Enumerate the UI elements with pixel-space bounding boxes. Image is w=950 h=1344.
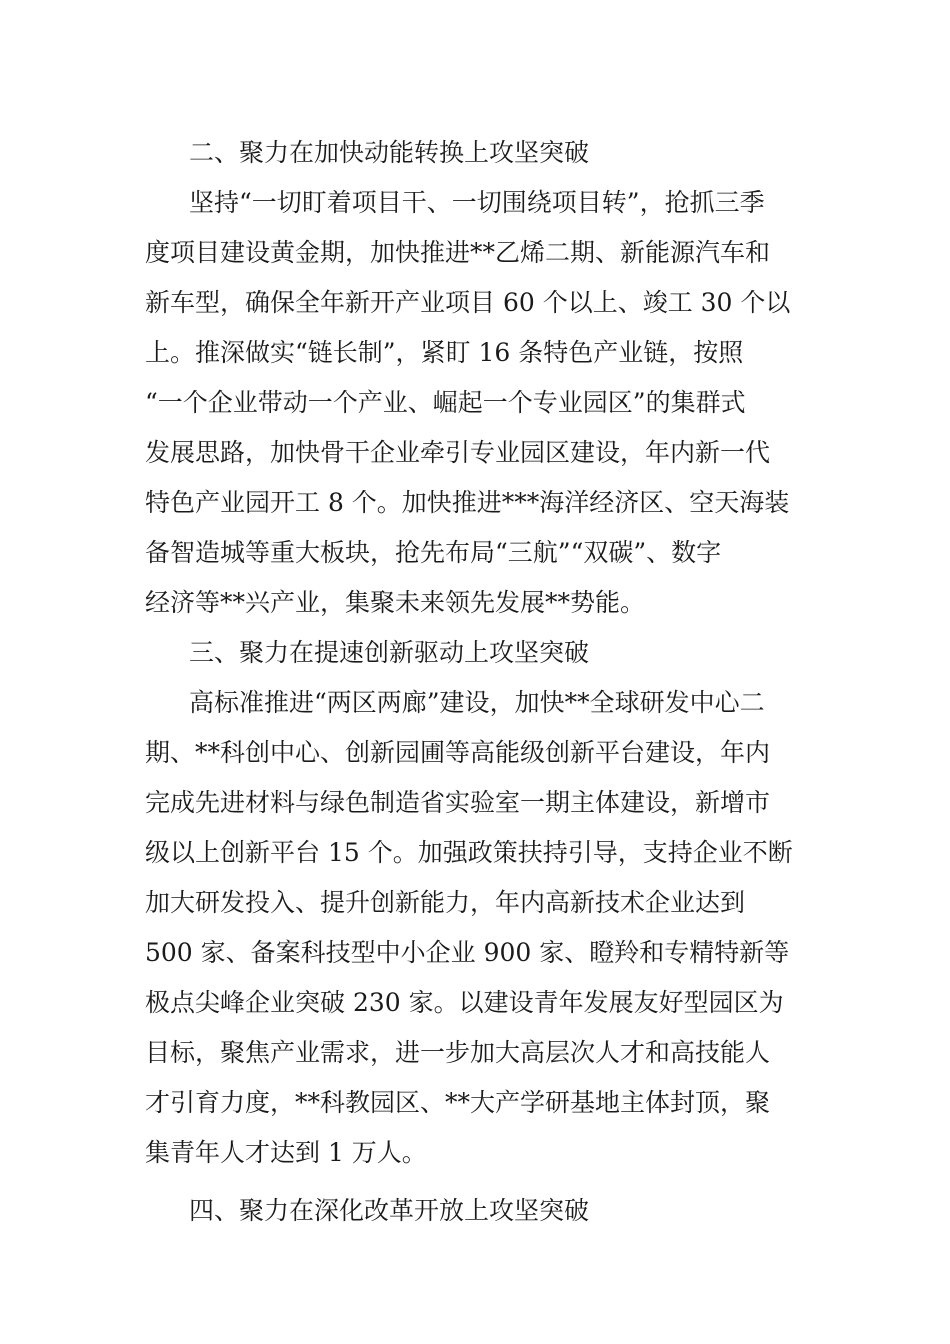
- text-line: 完成先进材料与绿色制造省实验室一期主体建设，新增市: [145, 788, 771, 817]
- text-line: 度项目建设黄金期，加快推进**乙烯二期、新能源汽车和: [145, 238, 771, 267]
- section-heading-2: 二、聚力在加快动能转换上攻坚突破: [189, 138, 590, 167]
- text-line: 极点尖峰企业突破 230 家。以建设青年发展友好型园区为: [145, 988, 784, 1017]
- section-heading-4: 四、聚力在深化改革开放上攻坚突破: [189, 1196, 590, 1225]
- text-line: 500 家、备案科技型中小企业 900 家、瞪羚和专精特新等: [145, 938, 790, 967]
- text-line: 坚持“一切盯着项目干、一切围绕项目转”，抢抓三季: [189, 188, 765, 217]
- text-line: 高标准推进“两区两廊”建设，加快**全球研发中心二: [189, 688, 765, 717]
- text-line: 备智造城等重大板块，抢先布局“三航”“双碳”、数字: [145, 538, 722, 567]
- text-line: 上。推深做实“链长制”，紧盯 16 条特色产业链，按照: [145, 338, 744, 367]
- paragraph-3: [145, 678, 805, 1178]
- text-line: 新车型，确保全年新开产业项目 60 个以上、竣工 30 个以: [145, 288, 791, 317]
- paragraph-2: [145, 178, 805, 628]
- text-line: 期、**科创中心、创新园圃等高能级创新平台建设，年内: [145, 738, 771, 767]
- text-line: 级以上创新平台 15 个。加强政策扶持引导，支持企业不断: [145, 838, 793, 867]
- text-line: 目标，聚焦产业需求，进一步加大高层次人才和高技能人: [145, 1038, 771, 1067]
- document-body: [145, 128, 805, 1236]
- text-line: 发展思路，加快骨干企业牵引专业园区建设，年内新一代: [145, 438, 771, 467]
- text-line: 集青年人才达到 1 万人。: [145, 1138, 427, 1167]
- text-line: 特色产业园开工 8 个。加快推进***海洋经济区、空天海装: [145, 488, 790, 517]
- text-line: 经济等**兴产业，集聚未来领先发展**势能。: [145, 588, 646, 617]
- section-heading-3: 三、聚力在提速创新驱动上攻坚突破: [189, 638, 590, 667]
- text-line: “一个企业带动一个产业、崛起一个专业园区”的集群式: [145, 388, 746, 417]
- text-line: 加大研发投入、提升创新能力，年内高新技术企业达到: [145, 888, 746, 917]
- text-line: 才引育力度，**科教园区、**大产学研基地主体封顶，聚: [145, 1088, 771, 1117]
